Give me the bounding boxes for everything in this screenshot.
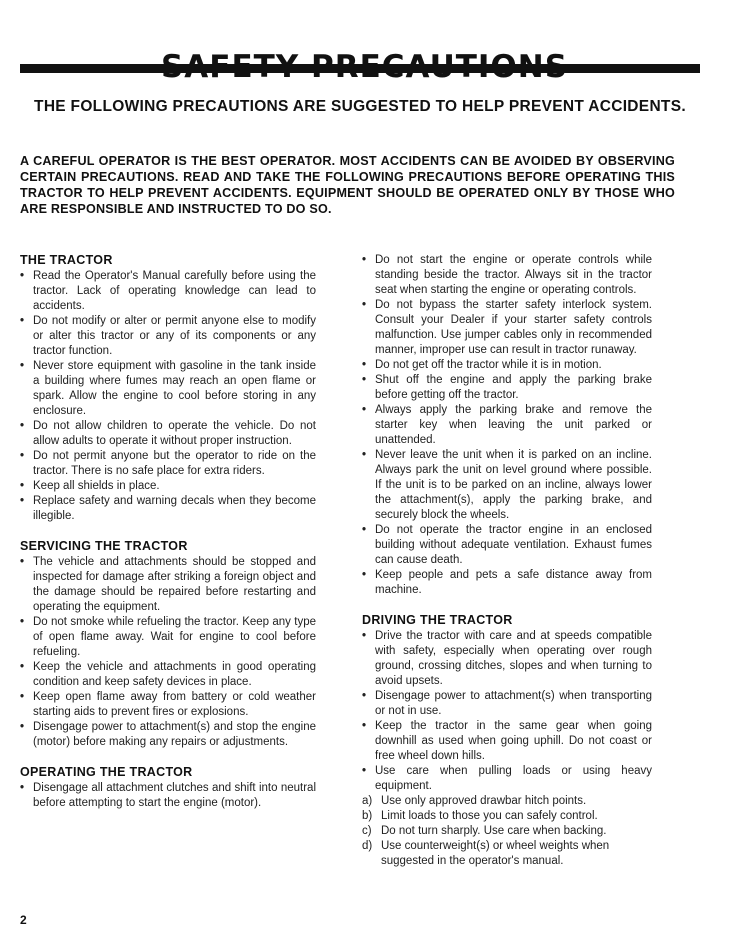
list-item-text: Keep all shields in place. — [33, 480, 160, 492]
list-item-text: Never store equipment with gasoline in the tank inside a building where fumes may reach an open flame or spark. Allow the engine to cool before storing in any enclosure. — [33, 360, 316, 417]
list-item — [20, 479, 316, 494]
page-number: 2 — [20, 913, 27, 927]
title-rule — [20, 64, 700, 73]
list-operating-right — [362, 253, 652, 598]
driving-sub-list — [362, 794, 652, 869]
sub-list-marker: d) — [362, 840, 373, 852]
list-item-text: Read the Operator's Manual carefully before using the tractor. Lack of operating knowledge can lead to accidents. — [33, 270, 316, 312]
list-item-text: Do not allow children to operate the vehicle. Do not allow adults to operate it without proper instruction. — [33, 420, 316, 447]
list-item — [362, 403, 652, 448]
bullet: • — [362, 569, 367, 581]
list-operating-left — [20, 781, 316, 811]
subtitle: THE FOLLOWING PRECAUTIONS ARE SUGGESTED TO HELP PREVENT ACCIDENTS. — [34, 98, 686, 115]
bullet: • — [362, 690, 367, 702]
bullet: • — [362, 449, 367, 461]
list-item-text: Do not start the engine or operate controls while standing beside the tractor. Always sit in the tractor seat when starting the engine or operating controls. — [375, 254, 652, 296]
bullet: • — [362, 765, 367, 777]
list-item — [20, 660, 316, 690]
bullet: • — [20, 661, 25, 673]
list-item-text: Replace safety and warning decals when they become illegible. — [33, 495, 316, 522]
bullet: • — [362, 720, 367, 732]
list-item-text: Always apply the parking brake and remove the starter key when leaving the unit parked or unattended. — [375, 404, 652, 446]
sub-list-item — [362, 839, 652, 869]
list-item-text: Never leave the unit when it is parked on an incline. Always park the unit on level ground where possible. If the unit is to be parked on an incline, always lower the attachment(s), apply the parking brake, and securely block the wheels. — [375, 449, 652, 521]
list-item — [20, 314, 316, 359]
section-heading-servicing: SERVICING THE TRACTOR — [20, 539, 188, 553]
list-item — [362, 568, 652, 598]
list-item-text: Do not bypass the starter safety interlock system. Consult your Dealer if your starter safety controls malfunction. Use jumper cables only in recommended manner, improper use can result in tractor runaway. — [375, 299, 652, 356]
list-item-text: Do not smoke while refueling the tractor. Keep any type of open flame away. Wait for engine to cool before refueling. — [33, 616, 316, 658]
list-item — [362, 358, 652, 373]
bullet: • — [20, 495, 25, 507]
section-heading-the-tractor: THE TRACTOR — [20, 253, 113, 267]
list-item-text: Keep the tractor in the same gear when going downhill as used when going uphill. Do not coast or free wheel down hills. — [375, 720, 652, 762]
bullet: • — [362, 299, 367, 311]
list-item-text: Keep the vehicle and attachments in good operating condition and keep safety devices in place. — [33, 661, 316, 688]
bullet: • — [20, 480, 25, 492]
list-item — [362, 719, 652, 764]
list-item-text: Disengage power to attachment(s) when transporting or not in use. — [375, 690, 652, 717]
bullet: • — [362, 374, 367, 386]
list-item — [20, 449, 316, 479]
list-item — [362, 689, 652, 719]
list-item — [20, 555, 316, 615]
list-the-tractor — [20, 269, 316, 524]
list-item — [20, 690, 316, 720]
bullet: • — [362, 254, 367, 266]
list-item-text: Keep open flame away from battery or cold weather starting aids to prevent fires or explosions. — [33, 691, 316, 718]
sub-list-marker: c) — [362, 825, 372, 837]
list-item — [20, 494, 316, 524]
bullet: • — [362, 404, 367, 416]
list-item — [362, 298, 652, 358]
list-item-text: Do not operate the tractor engine in an enclosed building without adequate ventilation. Exhaust fumes can cause death. — [375, 524, 652, 566]
bullet: • — [20, 556, 25, 568]
bullet: • — [362, 630, 367, 642]
list-item — [20, 781, 316, 811]
sub-list-text: Use only approved drawbar hitch points. — [381, 795, 587, 807]
list-item-text: Disengage all attachment clutches and shift into neutral before attempting to start the engine (motor). — [33, 782, 316, 809]
list-item-text: Keep people and pets a safe distance away from machine. — [375, 569, 652, 596]
bullet: • — [20, 782, 25, 794]
list-item — [20, 269, 316, 314]
bullet: • — [20, 691, 25, 703]
sub-list-text: Limit loads to those you can safely control. — [381, 810, 598, 822]
list-item-text: Drive the tractor with care and at speeds compatible with safety, especially when operating over rough ground, crossing ditches, slopes and when turning to avoid upsets. — [375, 630, 652, 687]
sub-list-text: Do not turn sharply. Use care when backing. — [381, 825, 607, 837]
bullet: • — [20, 721, 25, 733]
list-item — [362, 764, 652, 794]
bullet: • — [362, 359, 367, 371]
bullet: • — [20, 360, 25, 372]
list-item — [362, 629, 652, 689]
list-servicing — [20, 555, 316, 750]
list-item-text: Shut off the engine and apply the parking brake before getting off the tractor. — [375, 374, 652, 401]
sub-list-marker: b) — [362, 810, 373, 822]
list-item — [362, 373, 652, 403]
sub-list-item — [362, 824, 652, 839]
bullet: • — [20, 270, 25, 282]
section-heading-operating: OPERATING THE TRACTOR — [20, 765, 193, 779]
sub-list-text: Use counterweight(s) or wheel weights when suggested in the operator's manual. — [381, 840, 610, 867]
bullet: • — [20, 420, 25, 432]
sub-list-item — [362, 794, 652, 809]
list-item-text: Do not get off the tractor while it is in motion. — [375, 359, 602, 371]
bullet: • — [362, 524, 367, 536]
list-item — [20, 359, 316, 419]
list-item — [362, 253, 652, 298]
list-item-text: Use care when pulling loads or using heavy equipment. — [375, 765, 652, 792]
sub-list-marker: a) — [362, 795, 373, 807]
list-item-text: Disengage power to attachment(s) and stop the engine (motor) before making any repairs or adjustments. — [33, 721, 316, 748]
list-item — [20, 419, 316, 449]
sub-list-item — [362, 809, 652, 824]
intro-paragraph: A CAREFUL OPERATOR IS THE BEST OPERATOR. MOST ACCIDENTS CAN BE AVOIDED BY OBSERVING CERTAIN PRECAUTIONS. READ AND TAKE THE FOLLOWING PRECAUTIONS BEFORE OPERATING THIS TRACTOR TO HELP PREVENT ACCIDENTS. EQUIPMENT SHOULD BE OPERATED ONLY BY THOSE WHO ARE RESPONSIBLE AND INSTRUCTED TO DO SO. — [20, 154, 675, 216]
right-column — [362, 253, 652, 869]
list-item-text: The vehicle and attachments should be stopped and inspected for damage after striking a foreign object and the damage should be repaired before restarting and operating the equipment. — [33, 556, 316, 613]
list-item — [20, 615, 316, 660]
bullet: • — [20, 315, 25, 327]
list-item — [362, 448, 652, 523]
left-column — [20, 253, 316, 811]
list-item-text: Do not modify or alter or permit anyone else to modify or alter this tractor or any of its components or any tractor function. — [33, 315, 316, 357]
bullet: • — [20, 616, 25, 628]
section-heading-driving: DRIVING THE TRACTOR — [362, 613, 513, 627]
list-item — [362, 523, 652, 568]
list-item — [20, 720, 316, 750]
list-driving — [362, 629, 652, 794]
list-item-text: Do not permit anyone but the operator to ride on the tractor. There is no safe place for extra riders. — [33, 450, 316, 477]
bullet: • — [20, 450, 25, 462]
